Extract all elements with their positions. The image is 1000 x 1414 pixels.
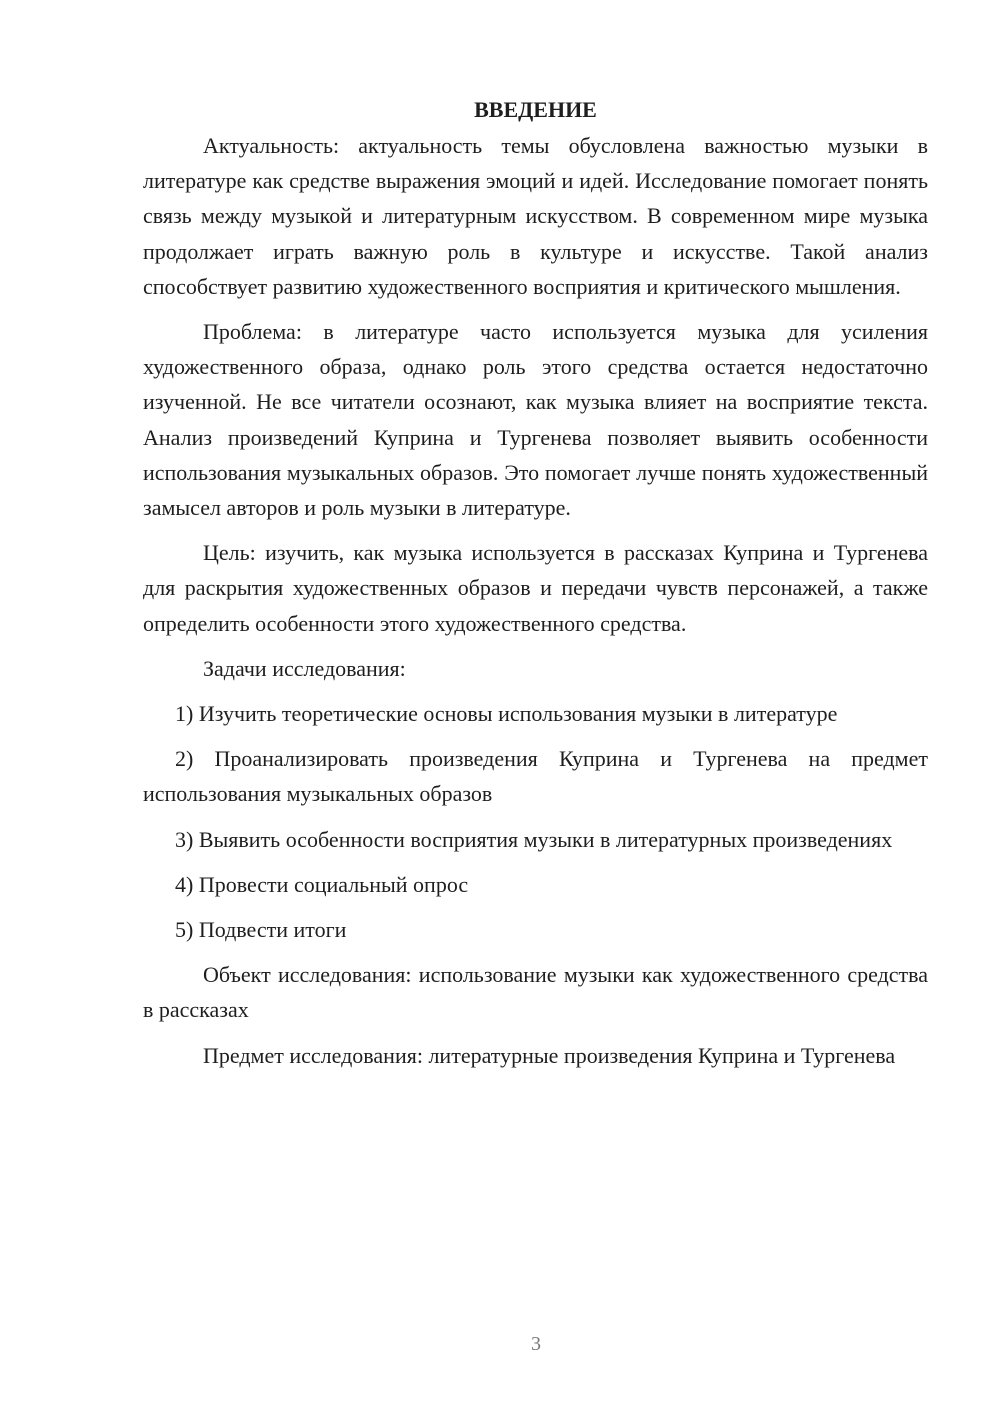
object-paragraph: Объект исследования: использование музыки как художественного средства в рассказах xyxy=(143,962,928,1023)
task-item-3: 3) Выявить особенности восприятия музыки в литературных произведениях xyxy=(175,826,893,852)
subject-paragraph: Предмет исследования: литературные произведения Куприна и Тургенева xyxy=(203,1042,896,1068)
task-item-4: 4) Провести социальный опрос xyxy=(175,871,469,897)
task-item-2: 2) Проанализировать произведения Куприна и Тургенева на предмет использования музыкальных образов xyxy=(143,746,928,807)
problem-paragraph: Проблема: в литературе часто используется музыка для усиления художественного образа, однако роль этого средства остается недостаточно изученной. Не все читатели осознают, как музыка влияет на восприятие текста. Анализ произведений Куприна и Тургенева позволяет выявить особенности использования музыкальных образов. Это помогает лучше понять художественный замысел авторов и роль музыки в литературе. xyxy=(143,319,928,521)
goal-paragraph: Цель: изучить, как музыка используется в рассказах Куприна и Тургенева для раскрытия художественных образов и передачи чувств персонажей, а также определить особенности этого художественного средства. xyxy=(143,540,928,636)
task-item-5: 5) Подвести итоги xyxy=(175,917,347,943)
section-heading: ВВЕДЕНИЕ xyxy=(474,97,597,122)
task-item-1: 1) Изучить теоретические основы использования музыки в литературе xyxy=(175,701,838,727)
page-number: 3 xyxy=(531,1333,541,1355)
tasks-title: Задачи исследования: xyxy=(203,655,406,681)
page-footer xyxy=(0,1333,1000,1356)
document-page xyxy=(143,92,928,1073)
relevance-paragraph: Актуальность: актуальность темы обусловлена важностью музыки в литературе как средстве выражения эмоций и идей. Исследование помогает понять связь между музыкой и литературным искусством. В современном мире музыка продолжает играть важную роль в культуре и искусстве. Такой анализ способствует развитию художественного восприятия и критического мышления. xyxy=(143,133,928,299)
